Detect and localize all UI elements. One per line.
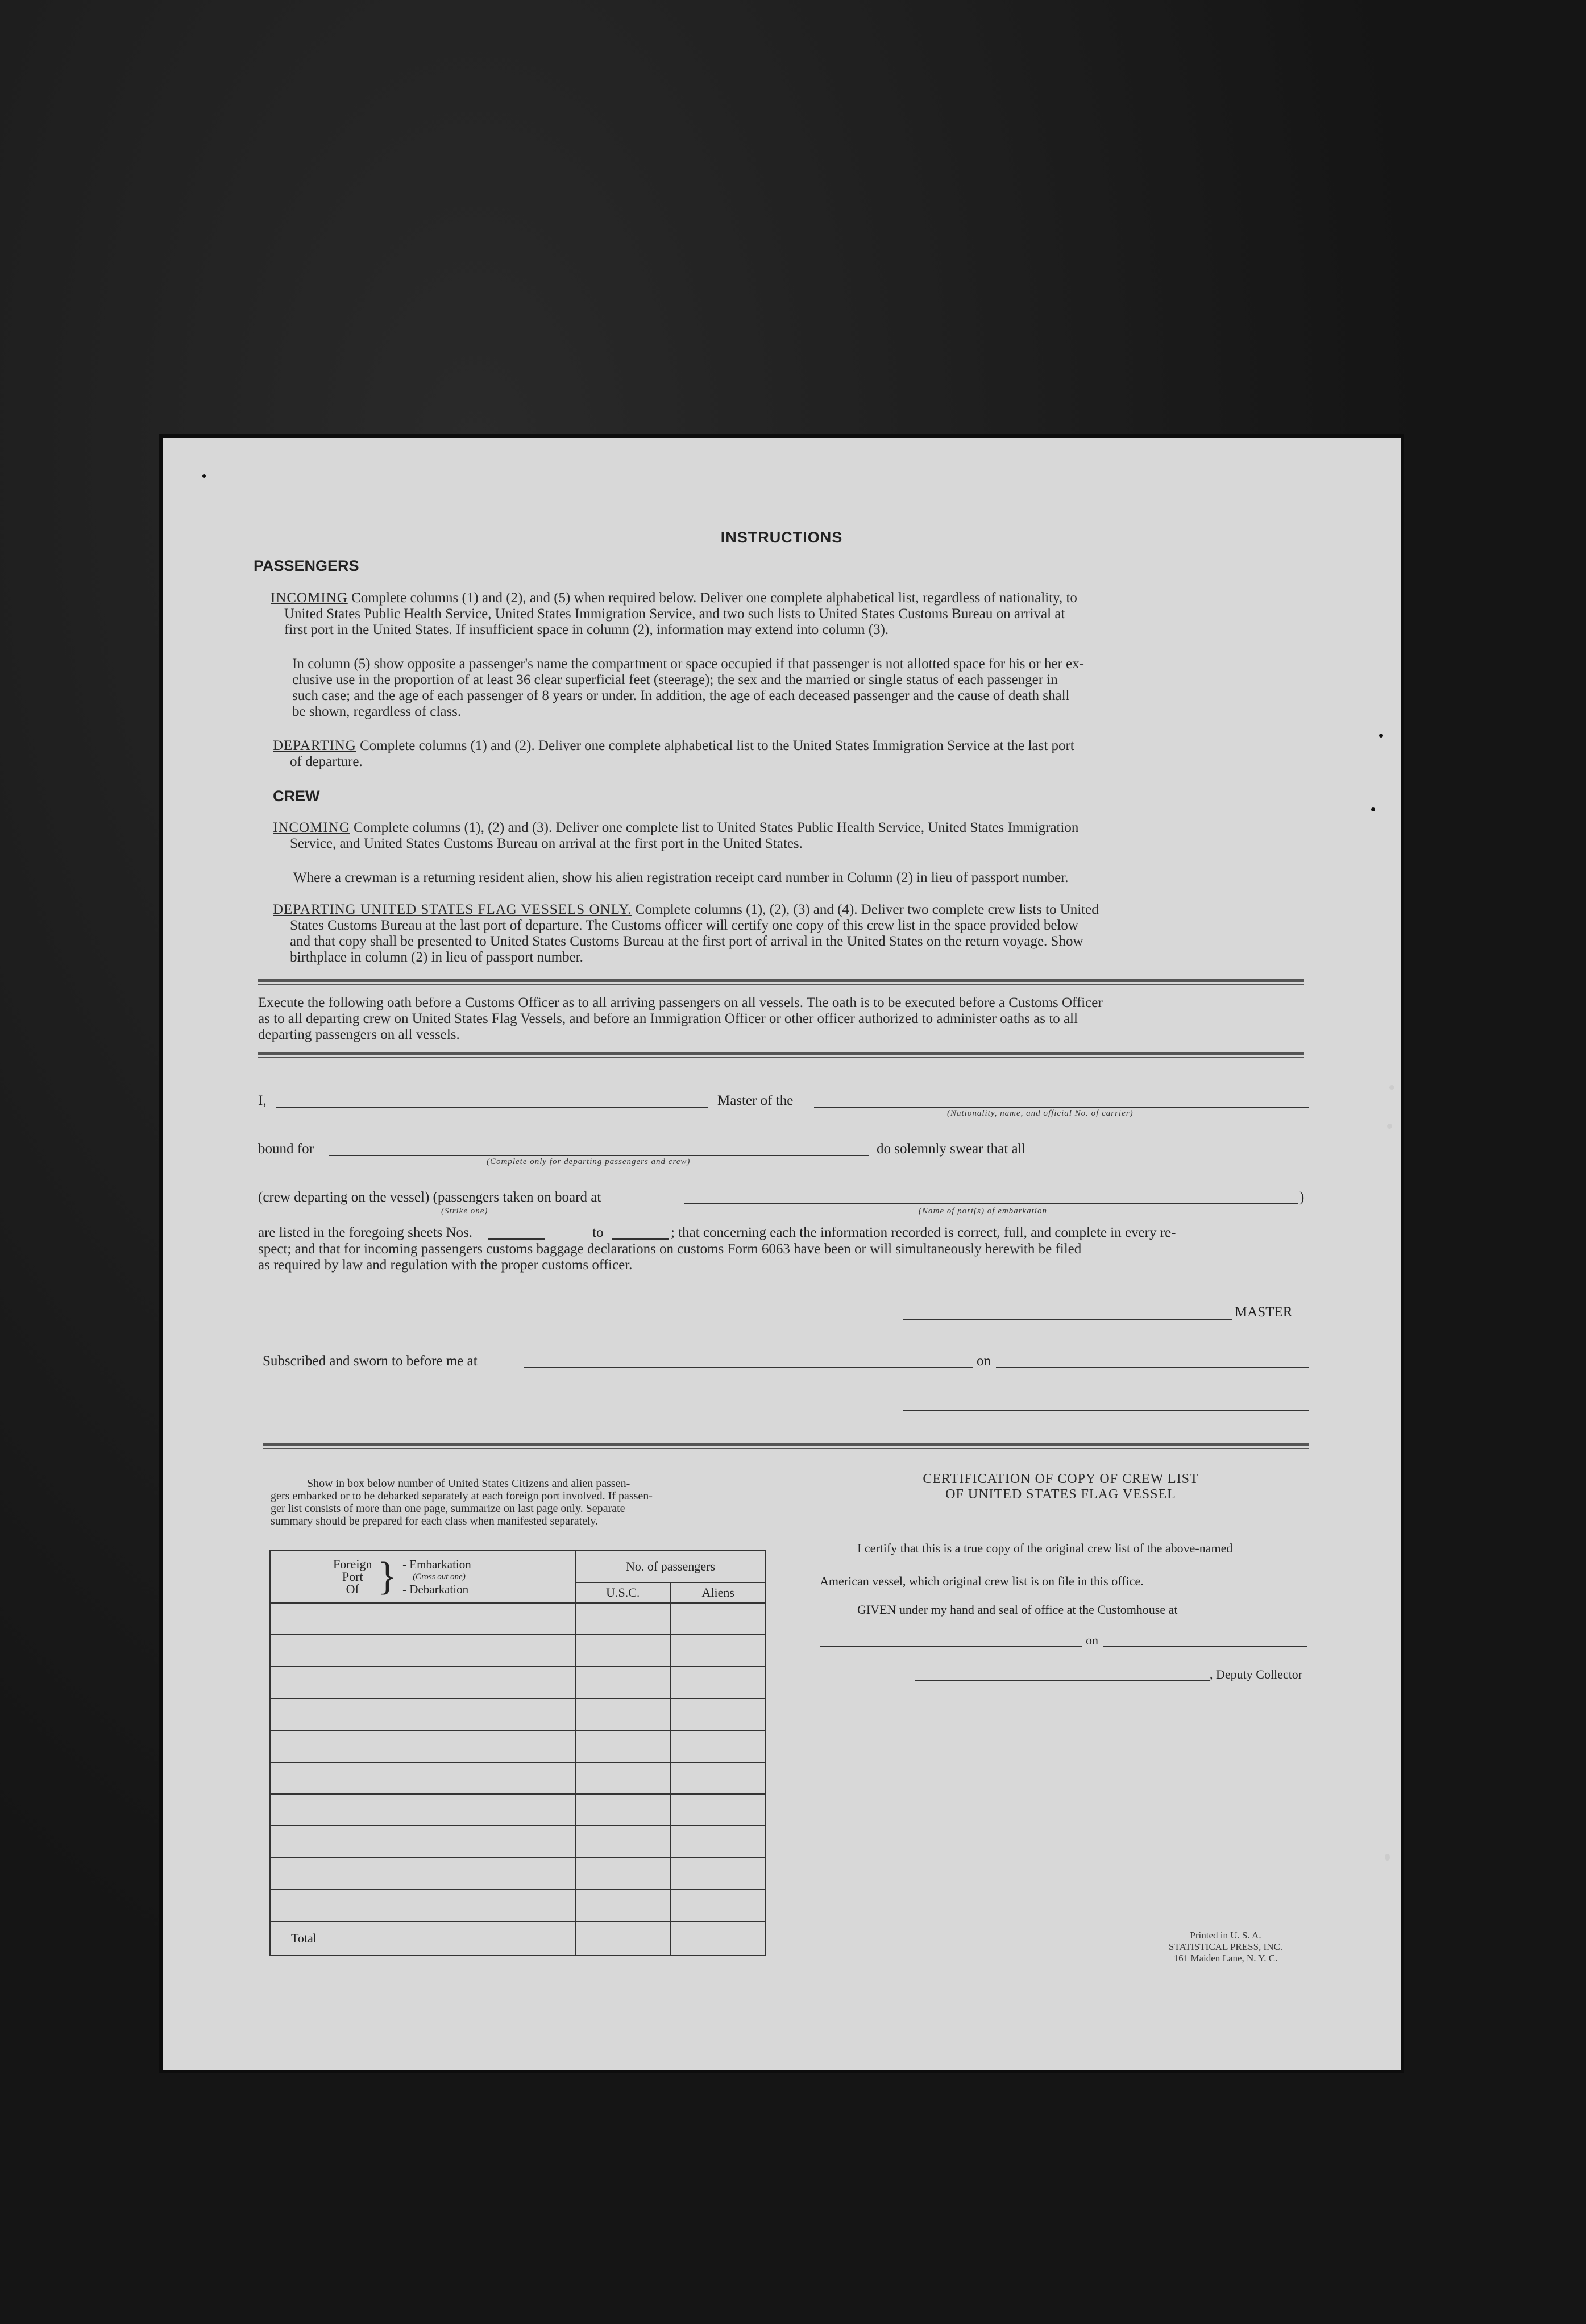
port-cell[interactable] <box>270 1794 575 1826</box>
certification-heading-line-1: CERTIFICATION OF COPY OF CREW LIST <box>923 1472 1199 1486</box>
crew-departing-line-2: States Customs Bureau at the last port of departure. The Customs officer will certify one copy of this crew list in the space provided below <box>290 918 1078 933</box>
oath-instruction-line-3: departing passengers on all vessels. <box>258 1027 460 1042</box>
divider-rule-2 <box>258 1052 1304 1058</box>
box-instruction-line-3: ger list consists of more than one page, summarize on last page only. Separate <box>271 1502 625 1515</box>
oath-instruction-block <box>258 995 1304 1043</box>
passengers-count-header: No. of passengers <box>575 1551 766 1583</box>
document-page <box>163 438 1401 2070</box>
aliens-cell[interactable] <box>671 1635 766 1667</box>
brace-glyph: } <box>377 1555 397 1598</box>
ports-table <box>269 1550 766 1956</box>
divider-rule-3 <box>263 1443 1309 1449</box>
usc-cell[interactable] <box>575 1794 670 1826</box>
bound-for-line[interactable] <box>329 1155 869 1156</box>
passengers-incoming-label: INCOMING <box>271 590 348 606</box>
port-cell[interactable] <box>270 1699 575 1730</box>
page-title: INSTRUCTIONS <box>720 529 843 546</box>
crew-departing-line-1: Complete columns (1), (2), (3) and (4). Deliver two complete crew lists to United <box>635 902 1099 917</box>
customhouse-line[interactable] <box>820 1646 1082 1647</box>
certification-line-3: GIVEN under my hand and seal of office at the Customhouse at <box>857 1602 1178 1617</box>
scan-speck <box>1389 1085 1394 1090</box>
strike-one-caption: (Strike one) <box>441 1207 488 1216</box>
crew-departing-block <box>273 902 1285 966</box>
port-label: Port <box>342 1569 363 1584</box>
box-instruction-line-4: summary should be prepared for each class when manifested separately. <box>271 1515 599 1527</box>
usc-cell[interactable] <box>575 1858 670 1890</box>
aliens-header: Aliens <box>671 1583 766 1603</box>
printer-line-2: STATISTICAL PRESS, INC. <box>1168 1941 1283 1952</box>
debarkation-label: - Debarkation <box>402 1583 469 1596</box>
certification-heading <box>822 1472 1299 1502</box>
passengers-heading: PASSENGERS <box>254 557 359 574</box>
passengers-departing-block <box>273 738 1284 770</box>
aliens-cell[interactable] <box>671 1826 766 1858</box>
sheet-to-line[interactable] <box>612 1238 669 1240</box>
crew-departing-label: DEPARTING UNITED STATES FLAG VESSELS ONLY. <box>273 902 632 917</box>
aliens-cell[interactable] <box>671 1603 766 1635</box>
foreign-port-header <box>270 1551 575 1603</box>
port-cell[interactable] <box>270 1635 575 1667</box>
embarkation-caption: (Name of port(s) of embarkation <box>919 1207 1047 1216</box>
aliens-total-cell[interactable] <box>671 1921 766 1956</box>
column5-line-4: be shown, regardless of class. <box>292 704 462 719</box>
box-instruction-line-1: Show in box below number of United States Citizens and alien passen- <box>307 1477 630 1490</box>
listed-line-2: spect; and that for incoming passengers customs baggage declarations on customs Form 6063 have been or will simultaneously herewith be filed <box>258 1241 1082 1257</box>
aliens-cell[interactable] <box>671 1730 766 1762</box>
total-row <box>270 1921 766 1956</box>
bound-for-caption: (Complete only for departing passengers and crew) <box>487 1157 691 1166</box>
printer-imprint <box>1140 1930 1311 1964</box>
certification-line-2: American vessel, which original crew list is on file in this office. <box>820 1574 1144 1588</box>
port-cell[interactable] <box>270 1667 575 1699</box>
usc-cell[interactable] <box>575 1603 670 1635</box>
usc-cell[interactable] <box>575 1699 670 1730</box>
column5-line-1: In column (5) show opposite a passenger's name the compartment or space occupied if that passenger is not allotted space for his or her ex- <box>292 656 1084 672</box>
usc-cell[interactable] <box>575 1635 670 1667</box>
carrier-caption: (Nationality, name, and official No. of carrier) <box>947 1109 1134 1118</box>
box-instruction-block <box>271 1477 759 1527</box>
certification-date-line[interactable] <box>1103 1646 1307 1647</box>
port-cell[interactable] <box>270 1730 575 1762</box>
table-row <box>270 1667 766 1699</box>
bound-for-label: bound for <box>258 1141 314 1157</box>
subscribed-place-line[interactable] <box>524 1367 973 1368</box>
scan-speck <box>1385 1854 1390 1861</box>
port-cell[interactable] <box>270 1890 575 1921</box>
passengers-departing-line-1: Complete columns (1) and (2). Deliver one complete alphabetical list to the United States Immigration Service at the last port <box>360 738 1074 753</box>
usc-cell[interactable] <box>575 1730 670 1762</box>
usc-total-cell[interactable] <box>575 1921 670 1956</box>
crew-incoming-line-2: Service, and United States Customs Bureau on arrival at the first port in the United States. <box>290 836 803 851</box>
master-name-line[interactable] <box>276 1107 708 1108</box>
port-cell[interactable] <box>270 1762 575 1794</box>
table-row <box>270 1826 766 1858</box>
aliens-cell[interactable] <box>671 1667 766 1699</box>
certification-heading-line-2: OF UNITED STATES FLAG VESSEL <box>945 1487 1176 1502</box>
scan-speck <box>1387 1124 1392 1129</box>
table-row <box>270 1635 766 1667</box>
subscribed-on-label: on <box>977 1353 991 1369</box>
embarkation-label: - Embarkation <box>402 1557 471 1571</box>
scan-speck <box>1379 734 1383 738</box>
usc-cell[interactable] <box>575 1762 670 1794</box>
carrier-line[interactable] <box>814 1107 1309 1108</box>
sheet-to-label: to <box>592 1225 604 1240</box>
of-label: Of <box>346 1582 359 1596</box>
passengers-incoming-block <box>271 590 1282 638</box>
crew-departing-choice: (crew departing on the vessel) (passengers taken on board at <box>258 1190 601 1205</box>
table-row <box>270 1794 766 1826</box>
column5-line-2: clusive use in the proportion of at least 36 clear superficial feet (steerage); the sex and the married or single status of each passenger in <box>292 672 1058 687</box>
oath-instruction-line-1: Execute the following oath before a Customs Officer as to all arriving passengers on all vessels. The oath is to be executed before a Customs Officer <box>258 995 1103 1010</box>
master-label: MASTER <box>1235 1304 1293 1320</box>
column5-line-3: such case; and the age of each passenger of 8 years or under. In addition, the age of each deceased passenger and the cause of death shall <box>292 688 1070 703</box>
table-row <box>270 1603 766 1635</box>
table-row <box>270 1699 766 1730</box>
cross-out-caption: (Cross out one) <box>413 1572 466 1581</box>
aliens-cell[interactable] <box>671 1699 766 1730</box>
box-instruction-line-2: gers embarked or to be debarked separately at each foreign port involved. If passen- <box>271 1490 653 1502</box>
crew-incoming-block <box>273 820 1284 852</box>
scan-speck <box>1371 807 1375 811</box>
scan-speck <box>202 474 206 478</box>
crew-departing-line-4: birthplace in column (2) in lieu of passport number. <box>290 950 583 965</box>
port-cell[interactable] <box>270 1826 575 1858</box>
port-cell[interactable] <box>270 1858 575 1890</box>
table-row <box>270 1890 766 1921</box>
aliens-cell[interactable] <box>671 1762 766 1794</box>
aliens-cell[interactable] <box>671 1890 766 1921</box>
listed-continuation <box>258 1241 1305 1273</box>
aliens-cell[interactable] <box>671 1858 766 1890</box>
listed-prefix: are listed in the foregoing sheets Nos. <box>258 1225 472 1240</box>
passengers-incoming-line-2: United States Public Health Service, United States Immigration Service, and two such lists to United States Customs Bureau on arrival at <box>284 606 1065 622</box>
table-row <box>270 1762 766 1794</box>
sheet-from-line[interactable] <box>488 1238 545 1240</box>
close-paren: ) <box>1299 1190 1305 1205</box>
foreign-label: Foreign <box>333 1557 372 1571</box>
divider-rule-1 <box>258 979 1304 985</box>
column5-block <box>292 656 1284 720</box>
crew-departing-line-3: and that copy shall be presented to United States Customs Bureau at the first port of arrival in the United States on the return voyage. Show <box>290 934 1083 949</box>
printer-line-3: 161 Maiden Lane, N. Y. C. <box>1173 1953 1278 1963</box>
subscribed-label: Subscribed and sworn to before me at <box>263 1353 478 1369</box>
printer-line-1: Printed in U. S. A. <box>1190 1930 1261 1941</box>
resident-alien-line: Where a crewman is a returning resident alien, show his alien registration receipt card number in Column (2) in lieu of passport number. <box>293 870 1069 885</box>
master-signature-line[interactable] <box>903 1319 1232 1320</box>
passengers-departing-label: DEPARTING <box>273 738 356 753</box>
crew-heading: CREW <box>273 788 320 805</box>
aliens-cell[interactable] <box>671 1794 766 1826</box>
port-cell[interactable] <box>270 1603 575 1635</box>
embarkation-port-line[interactable] <box>684 1203 1298 1204</box>
usc-header: U.S.C. <box>575 1583 670 1603</box>
crew-incoming-label: INCOMING <box>273 820 350 835</box>
passengers-departing-line-2: of departure. <box>290 754 363 769</box>
total-label: Total <box>270 1921 575 1956</box>
deputy-collector-label: , Deputy Collector <box>1210 1667 1303 1681</box>
certification-line-1: I certify that this is a true copy of the original crew list of the above-named <box>857 1541 1233 1555</box>
deputy-signature-line[interactable] <box>915 1680 1210 1681</box>
usc-cell[interactable] <box>575 1890 670 1921</box>
oath-instruction-line-2: as to all departing crew on United States Flag Vessels, and before an Immigration Officer or other officer authorized to administer oaths as to all <box>258 1011 1078 1026</box>
swear-label: do solemnly swear that all <box>877 1141 1026 1157</box>
crew-incoming-line-1: Complete columns (1), (2) and (3). Deliver one complete list to United States Public Health Service, United States Immigration <box>354 820 1079 835</box>
officer-signature-line[interactable] <box>903 1410 1309 1411</box>
passengers-incoming-line-1: INCOMING Complete columns (1) and (2), and (5) when required below. Deliver one complete alphabetical list, regardless of nationality, to <box>271 590 1077 606</box>
listed-suffix: ; that concerning each the information recorded is correct, full, and complete in every re- <box>671 1225 1176 1240</box>
table-row <box>270 1730 766 1762</box>
listed-line-3: as required by law and regulation with the proper customs officer. <box>258 1257 633 1273</box>
passengers-incoming-line-3: first port in the United States. If insufficient space in column (2), information may extend into column (3). <box>284 622 889 637</box>
oath-i-label: I, <box>258 1093 267 1108</box>
usc-cell[interactable] <box>575 1826 670 1858</box>
master-of-the-label: Master of the <box>717 1093 794 1108</box>
table-row <box>270 1858 766 1890</box>
certification-on-label: on <box>1086 1633 1098 1647</box>
subscribed-date-line[interactable] <box>996 1367 1309 1368</box>
usc-cell[interactable] <box>575 1667 670 1699</box>
